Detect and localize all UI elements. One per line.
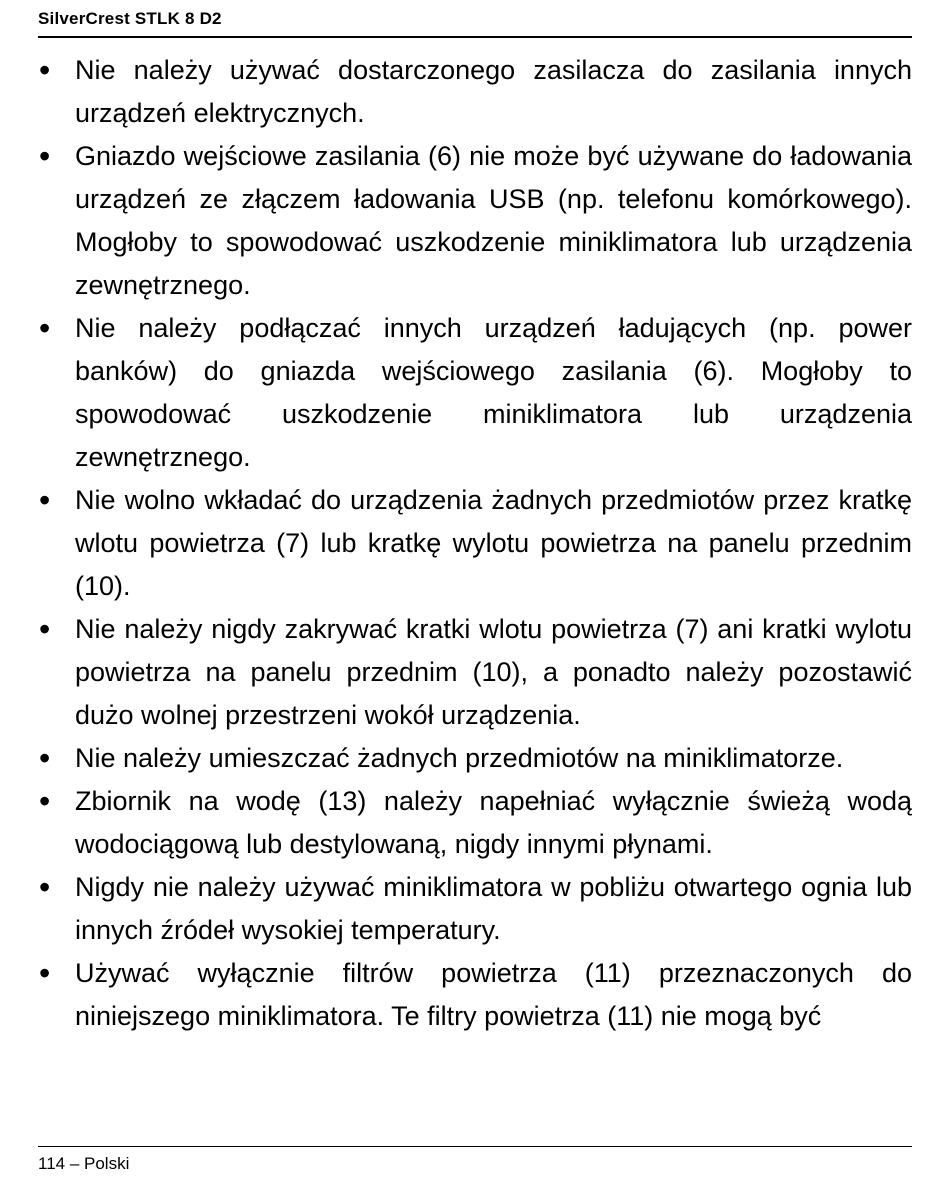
list-item bbox=[38, 737, 912, 780]
bullet-icon: • bbox=[39, 138, 51, 174]
page-content bbox=[38, 38, 912, 1146]
page-header: SilverCrest STLK 8 D2 bbox=[38, 9, 222, 28]
bullet-icon: • bbox=[39, 869, 51, 905]
list-item-text: Nie należy nigdy zakrywać kratki wlotu powietrza (7) ani kratki wylotu powietrza na panelu przednim (10), a ponadto należy pozostawić dużo wolnej przestrzeni wokół urządzenia. bbox=[75, 614, 912, 730]
list-item bbox=[38, 479, 912, 608]
list-item bbox=[38, 608, 912, 737]
list-item-text: Nie wolno wkładać do urządzenia żadnych przedmiotów przez kratkę wlotu powietrza (7) lub kratkę wylotu powietrza na panelu przednim (10). bbox=[75, 485, 912, 601]
list-item-text: Nie należy używać dostarczonego zasilacza do zasilania innych urządzeń elektrycznych. bbox=[75, 55, 912, 128]
list-item-text: Zbiornik na wodę (13) należy napełniać wyłącznie świeżą wodą wodociągową lub destylowaną, nigdy innymi płynami. bbox=[75, 786, 912, 859]
bullet-icon: • bbox=[39, 740, 51, 776]
list-item bbox=[38, 49, 912, 135]
list-item bbox=[38, 952, 912, 1038]
list-item-text: Używać wyłącznie filtrów powietrza (11) przeznaczonych do niniejszego miniklimatora. Te filtry powietrza (11) nie mogą być bbox=[75, 958, 912, 1031]
list-item bbox=[38, 307, 912, 479]
list-item-text: Nie należy umieszczać żadnych przedmiotów na miniklimatorze. bbox=[75, 743, 844, 773]
bullet-icon: • bbox=[39, 310, 51, 346]
bullet-icon: • bbox=[39, 611, 51, 647]
bullet-icon: • bbox=[39, 783, 51, 819]
bullet-icon: • bbox=[39, 482, 51, 518]
bullet-icon: • bbox=[39, 955, 51, 991]
bullet-list bbox=[38, 49, 912, 1038]
list-item-text: Nie należy podłączać innych urządzeń ładujących (np. power banków) do gniazda wejściowego zasilania (6). Mogłoby to spowodować uszkodzenie miniklimatora lub urządzenia zewnętrznego. bbox=[75, 313, 912, 472]
list-item-text: Gniazdo wejściowe zasilania (6) nie może być używane do ładowania urządzeń ze złączem ładowania USB (np. telefonu komórkowego). Mogłoby to spowodować uszkodzenie miniklimatora lub urządzenia zewnętrznego. bbox=[75, 141, 912, 300]
list-item bbox=[38, 866, 912, 952]
list-item bbox=[38, 780, 912, 866]
list-item-text: Nigdy nie należy używać miniklimatora w pobliżu otwartego ognia lub innych źródeł wysokiej temperatury. bbox=[75, 872, 912, 945]
list-item bbox=[38, 135, 912, 307]
bullet-icon: • bbox=[39, 52, 51, 88]
page-footer: 114 – Polski bbox=[38, 1154, 130, 1173]
